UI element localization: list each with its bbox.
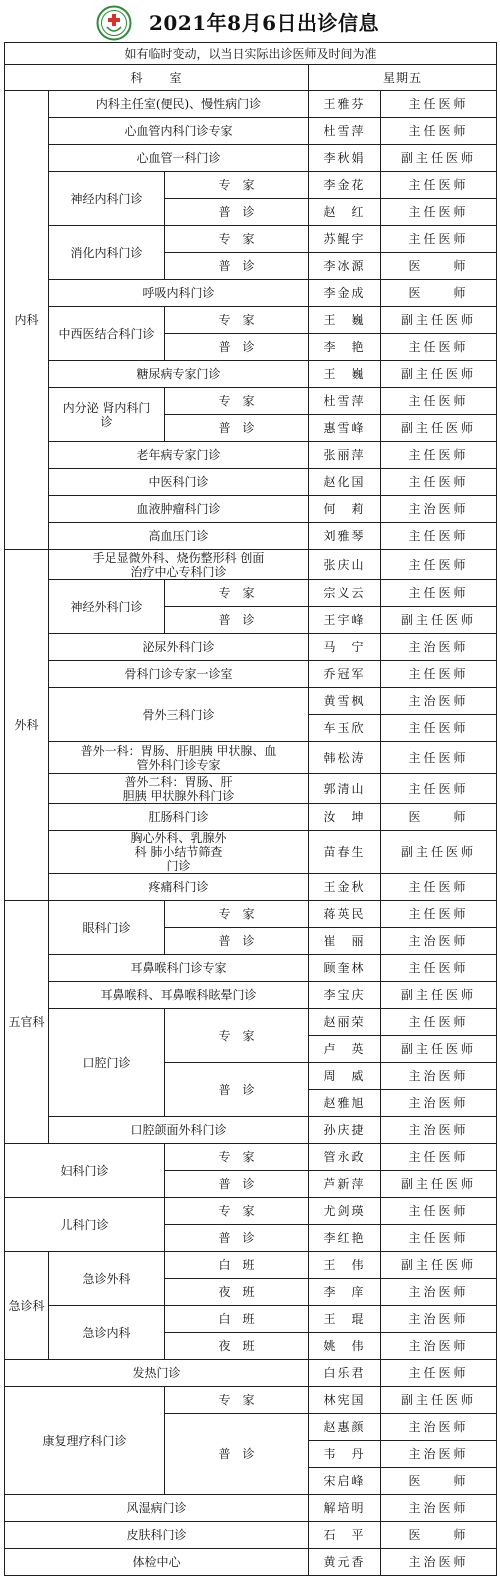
doctor-name: 刘雅琴	[309, 523, 381, 550]
doctor-title: 副主任医师	[381, 1036, 497, 1063]
session-type: 普 诊	[165, 1414, 309, 1495]
doctor-title: 主治医师	[381, 928, 497, 955]
doctor-name: 王雅芬	[309, 91, 381, 118]
department-name: 急诊外科	[49, 1252, 165, 1306]
doctor-title: 主治医师	[381, 496, 497, 523]
doctor-name: 宗义云	[309, 580, 381, 607]
doctor-name: 顾奎林	[309, 955, 381, 982]
doctor-title: 主治医师	[381, 1279, 497, 1306]
session-type: 普 诊	[165, 1225, 309, 1252]
doctor-title: 副主任医师	[381, 1171, 497, 1198]
doctor-title: 主任医师	[381, 118, 497, 145]
department-name: 手足显微外科、烧伤整形科 创面治疗中心专科门诊	[49, 550, 309, 580]
doctor-name: 车玉欣	[309, 715, 381, 742]
doctor-title: 副主任医师	[381, 415, 497, 442]
doctor-title: 主治医师	[381, 1090, 497, 1117]
department-name: 口腔颌面外科门诊	[49, 1117, 309, 1144]
doctor-name: 黄雪枫	[309, 688, 381, 715]
doctor-name: 蒋英民	[309, 901, 381, 928]
doctor-name: 乔冠军	[309, 661, 381, 688]
doctor-name: 黄元香	[309, 1549, 381, 1576]
doctor-name: 王金秋	[309, 874, 381, 901]
doctor-name: 韦 丹	[309, 1441, 381, 1468]
doctor-title: 主任医师	[381, 550, 497, 580]
doctor-title: 主治医师	[381, 1306, 497, 1333]
department-name: 心血管一科门诊	[49, 145, 309, 172]
department-name: 泌尿外科门诊	[49, 634, 309, 661]
session-type: 专 家	[165, 580, 309, 607]
doctor-name: 汝 坤	[309, 804, 381, 831]
doctor-title: 主治医师	[381, 1333, 497, 1360]
department-name: 急诊内科	[49, 1306, 165, 1360]
doctor-name: 王 琨	[309, 1306, 381, 1333]
department-name: 耳鼻喉科门诊专家	[49, 955, 309, 982]
doctor-title: 医 师	[381, 1522, 497, 1549]
doctor-title: 主治医师	[381, 1117, 497, 1144]
doctor-name: 李 艳	[309, 334, 381, 361]
doctor-title: 副主任医师	[381, 831, 497, 874]
session-type: 专 家	[165, 1144, 309, 1171]
doctor-title: 副主任医师	[381, 1252, 497, 1279]
doctor-title: 主治医师	[381, 688, 497, 715]
department-name: 糖尿病专家门诊	[49, 361, 309, 388]
doctor-name: 杜雪萍	[309, 388, 381, 415]
department-name: 儿科门诊	[5, 1198, 165, 1252]
department-name: 老年病专家门诊	[49, 442, 309, 469]
department-name: 血液肿瘤科门诊	[49, 496, 309, 523]
department-name: 内分泌 肾内科门诊	[49, 388, 165, 442]
session-type: 普 诊	[165, 199, 309, 226]
session-type: 白 班	[165, 1306, 309, 1333]
doctor-name: 李金成	[309, 280, 381, 307]
department-name: 眼科门诊	[49, 901, 165, 955]
doctor-name: 郭清山	[309, 774, 381, 804]
doctor-title: 副主任医师	[381, 1387, 497, 1414]
doctor-title: 主任医师	[381, 580, 497, 607]
doctor-name: 卢 英	[309, 1036, 381, 1063]
section-label: 急诊科	[5, 1252, 49, 1360]
doctor-title: 主任医师	[381, 469, 497, 496]
session-type: 普 诊	[165, 607, 309, 634]
doctor-title: 主任医师	[381, 774, 497, 804]
department-name: 中医科门诊	[49, 469, 309, 496]
doctor-title: 副主任医师	[381, 307, 497, 334]
department-name: 消化内科门诊	[49, 226, 165, 280]
session-type: 夜 班	[165, 1279, 309, 1306]
doctor-title: 副主任医师	[381, 361, 497, 388]
doctor-name: 李红艳	[309, 1225, 381, 1252]
doctor-name: 姚 伟	[309, 1333, 381, 1360]
doctor-name: 管永政	[309, 1144, 381, 1171]
doctor-title: 主任医师	[381, 91, 497, 118]
session-type: 普 诊	[165, 334, 309, 361]
doctor-name: 解培明	[309, 1495, 381, 1522]
doctor-name: 苏鲲宇	[309, 226, 381, 253]
department-name: 发热门诊	[5, 1360, 309, 1387]
doctor-name: 崔 丽	[309, 928, 381, 955]
department-name: 中西医结合科门诊	[49, 307, 165, 361]
doctor-name: 马 宁	[309, 634, 381, 661]
doctor-title: 主任医师	[381, 334, 497, 361]
department-name: 骨外三科门诊	[49, 688, 309, 742]
department-name: 心血管内科门诊专家	[49, 118, 309, 145]
doctor-title: 主任医师	[381, 1360, 497, 1387]
doctor-name: 李宝庆	[309, 982, 381, 1009]
session-type: 专 家	[165, 172, 309, 199]
notice-text: 如有临时变动，以当日实际出诊医师及时间为准	[5, 43, 497, 65]
doctor-name: 杜雪萍	[309, 118, 381, 145]
session-type: 普 诊	[165, 253, 309, 280]
doctor-title: 主治医师	[381, 1549, 497, 1576]
doctor-title: 主治医师	[381, 1414, 497, 1441]
doctor-name: 李冰源	[309, 253, 381, 280]
section-label: 内科	[5, 91, 49, 550]
doctor-title: 主任医师	[381, 1198, 497, 1225]
doctor-title: 主任医师	[381, 1225, 497, 1252]
section-label: 外科	[5, 550, 49, 901]
doctor-title: 主治医师	[381, 634, 497, 661]
header	[0, 0, 500, 42]
doctor-title: 主任医师	[381, 742, 497, 774]
doctor-title: 主任医师	[381, 715, 497, 742]
doctor-name: 韩松涛	[309, 742, 381, 774]
doctor-title: 副主任医师	[381, 982, 497, 1009]
doctor-title: 医 师	[381, 253, 497, 280]
doctor-title: 主任医师	[381, 388, 497, 415]
doctor-name: 白乐君	[309, 1360, 381, 1387]
section-label: 五官科	[5, 901, 49, 1144]
department-name: 口腔门诊	[49, 1009, 165, 1117]
department-name: 呼吸内科门诊	[49, 280, 309, 307]
department-name: 骨科门诊专家一诊室	[49, 661, 309, 688]
doctor-name: 林宪国	[309, 1387, 381, 1414]
hospital-logo-icon	[96, 5, 132, 41]
session-type: 夜 班	[165, 1333, 309, 1360]
department-name: 神经内科门诊	[49, 172, 165, 226]
doctor-title: 主任医师	[381, 199, 497, 226]
doctor-name: 张丽萍	[309, 442, 381, 469]
session-type: 专 家	[165, 1009, 309, 1063]
department-name: 内科主任室(便民)、慢性病门诊	[49, 91, 309, 118]
doctor-title: 医 师	[381, 280, 497, 307]
session-type: 普 诊	[165, 415, 309, 442]
department-name: 普外一科：胃肠、肝胆胰 甲状腺、血管外科门诊专家	[49, 742, 309, 774]
session-type: 专 家	[165, 388, 309, 415]
doctor-title: 主任医师	[381, 523, 497, 550]
doctor-name: 赵雅旭	[309, 1090, 381, 1117]
doctor-name: 苗春生	[309, 831, 381, 874]
doctor-name: 赵惠颜	[309, 1414, 381, 1441]
department-name: 神经外科门诊	[49, 580, 165, 634]
doctor-title: 副主任医师	[381, 145, 497, 172]
doctor-name: 王 巍	[309, 361, 381, 388]
doctor-title: 主治医师	[381, 1495, 497, 1522]
session-type: 专 家	[165, 226, 309, 253]
doctor-title: 主任医师	[381, 1009, 497, 1036]
session-type: 普 诊	[165, 928, 309, 955]
session-type: 白 班	[165, 1252, 309, 1279]
doctor-title: 医 师	[381, 1468, 497, 1495]
doctor-title: 主任医师	[381, 172, 497, 199]
department-column-header: 科 室	[5, 65, 309, 91]
session-type: 专 家	[165, 1198, 309, 1225]
department-name: 肛肠科门诊	[49, 804, 309, 831]
doctor-title: 主任医师	[381, 226, 497, 253]
doctor-title: 主任医师	[381, 901, 497, 928]
department-name: 妇科门诊	[5, 1144, 165, 1198]
session-type: 专 家	[165, 307, 309, 334]
doctor-title: 主治医师	[381, 1441, 497, 1468]
doctor-name: 何 莉	[309, 496, 381, 523]
department-name: 高血压门诊	[49, 523, 309, 550]
doctor-name: 宋启峰	[309, 1468, 381, 1495]
doctor-name: 尤剑瑛	[309, 1198, 381, 1225]
department-name: 耳鼻喉科、耳鼻喉科眩晕门诊	[49, 982, 309, 1009]
doctor-name: 李金花	[309, 172, 381, 199]
doctor-title: 主任医师	[381, 442, 497, 469]
doctor-title: 主任医师	[381, 1144, 497, 1171]
doctor-name: 王 巍	[309, 307, 381, 334]
doctor-name: 李 庠	[309, 1279, 381, 1306]
doctor-title: 主任医师	[381, 874, 497, 901]
doctor-name: 王宇峰	[309, 607, 381, 634]
doctor-name: 芦新萍	[309, 1171, 381, 1198]
doctor-name: 张庆山	[309, 550, 381, 580]
session-type: 普 诊	[165, 1171, 309, 1198]
doctor-name: 王 伟	[309, 1252, 381, 1279]
doctor-name: 赵丽荣	[309, 1009, 381, 1036]
doctor-name: 赵化国	[309, 469, 381, 496]
doctor-name: 惠雪峰	[309, 415, 381, 442]
page-title: 2021年8月6日出诊信息	[149, 11, 379, 35]
department-name: 康复理疗科门诊	[5, 1387, 165, 1495]
department-name: 普外二科：胃肠、肝胆胰 甲状腺外科门诊	[49, 774, 309, 804]
doctor-name: 孙庆捷	[309, 1117, 381, 1144]
doctor-name: 石 平	[309, 1522, 381, 1549]
doctor-name: 李秋娟	[309, 145, 381, 172]
department-name: 疼痛科门诊	[49, 874, 309, 901]
doctor-title: 主任医师	[381, 955, 497, 982]
doctor-title: 副主任医师	[381, 607, 497, 634]
session-type: 专 家	[165, 1387, 309, 1414]
schedule-table	[4, 42, 497, 1576]
session-type: 普 诊	[165, 1063, 309, 1117]
department-name: 胸心外科、乳腺外科 肺小结节筛查门诊	[49, 831, 309, 874]
session-type: 专 家	[165, 901, 309, 928]
doctor-title: 医 师	[381, 804, 497, 831]
department-name: 风湿病门诊	[5, 1495, 309, 1522]
department-name: 体检中心	[5, 1549, 309, 1576]
doctor-title: 主任医师	[381, 661, 497, 688]
doctor-name: 周 威	[309, 1063, 381, 1090]
department-name: 皮肤科门诊	[5, 1522, 309, 1549]
day-column-header: 星期五	[309, 65, 497, 91]
doctor-name: 赵 红	[309, 199, 381, 226]
doctor-title: 主治医师	[381, 1063, 497, 1090]
